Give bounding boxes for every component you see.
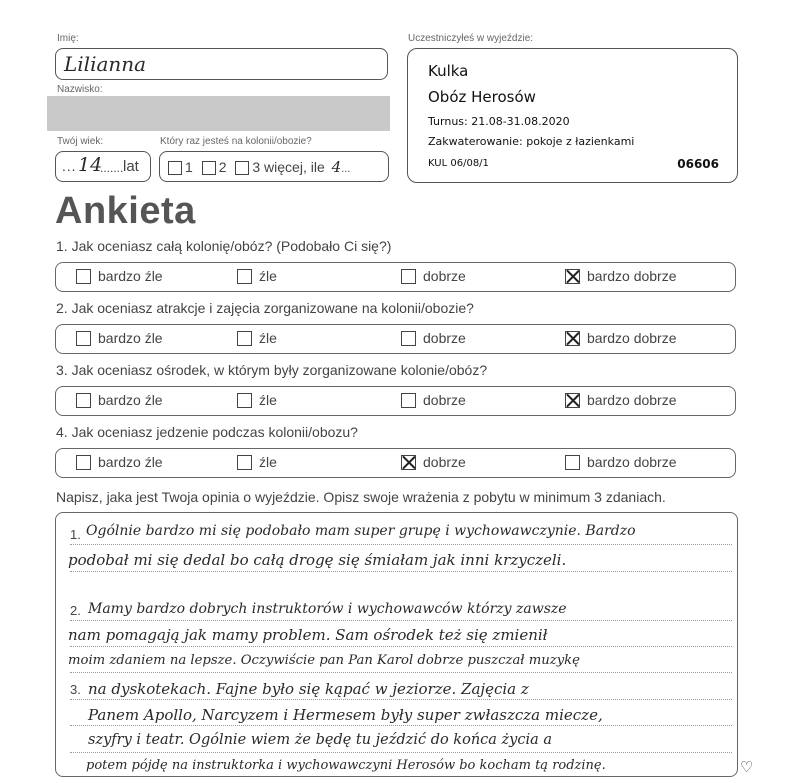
visit-dots: ... [341,163,351,175]
writing-line [70,571,732,572]
option-label: bardzo dobrze [587,392,677,408]
checkbox[interactable] [401,331,416,346]
name-label: Imię: [57,33,79,44]
paragraph-number-3: 3. [70,682,81,697]
checkbox[interactable] [237,331,252,346]
age-value: 14 [78,154,103,176]
question-2: 2. Jak oceniasz atrakcje i zajęcia zorganizowane na kolonii/obozie? [56,300,474,316]
visit-field [159,151,389,182]
visit-options [168,158,350,176]
option-zle[interactable] [237,392,277,408]
checkbox[interactable] [76,455,91,470]
checkbox[interactable] [76,269,91,284]
camp-title: Obóz Herosów [428,88,536,106]
handwritten-line: potem pójdę na instruktorka i wychowawczyni Herosów bo kocham tą rodzinę. [86,758,606,773]
answer-row-4 [55,448,736,478]
option-bardzo-dobrze[interactable] [565,330,677,346]
option-label: dobrze [423,268,466,284]
checkbox-checked[interactable] [401,455,416,470]
heart-icon: ♡ [740,759,754,776]
option-dobrze[interactable] [401,330,466,346]
camp-accommodation: Zakwaterowanie: pokoje z łazienkami [428,135,635,148]
answer-row-3 [55,386,736,416]
option-label: źle [259,454,277,470]
option-bardzo-dobrze[interactable] [565,268,677,284]
checkbox[interactable] [237,393,252,408]
checkbox[interactable] [76,331,91,346]
visit-checkbox-3[interactable] [235,161,249,175]
question-3: 3. Jak oceniasz ośrodek, w którym były zorganizowane kolonie/obóz? [56,362,488,378]
checkbox-checked[interactable] [565,331,580,346]
camp-code: KUL 06/08/1 [428,158,489,169]
option-label: dobrze [423,454,466,470]
handwritten-line: szyfry i teatr. Ogólnie wiem że będę tu jeździć do końca życia a [88,732,553,748]
option-zle[interactable] [237,330,277,346]
writing-line [70,620,732,621]
writing-line [70,672,732,673]
writing-line [70,725,732,726]
checkbox[interactable] [76,393,91,408]
option-label: bardzo źle [98,268,163,284]
checkbox[interactable] [237,455,252,470]
option-bardzo-dobrze[interactable] [565,392,677,408]
age-dots-after: ....... [100,161,124,175]
option-bardzo-zle[interactable] [76,268,163,284]
checkbox[interactable] [401,269,416,284]
question-4: 4. Jak oceniasz jedzenie podczas kolonii/obozu? [56,424,358,440]
option-label: bardzo dobrze [587,268,677,284]
camp-turnus: Turnus: 21.08-31.08.2020 [428,115,570,128]
age-unit: lat [123,158,139,175]
surname-label: Nazwisko: [57,84,103,95]
checkbox[interactable] [401,393,416,408]
handwritten-line: podobał mi się dedal bo całą drogę się śmiałam jak inni krzyczeli. [68,551,567,569]
visit-checkbox-2[interactable] [202,161,216,175]
paragraph-number-1: 1. [70,527,81,542]
option-dobrze[interactable] [401,268,466,284]
visit-opt1: 1 [185,159,193,175]
option-label: bardzo źle [98,330,163,346]
option-label: bardzo źle [98,392,163,408]
option-bardzo-zle[interactable] [76,454,163,470]
camp-number: 06606 [677,157,719,171]
handwritten-line: moim zdaniem na lepsze. Oczywiście pan Pan Karol dobrze puszczał muzykę [68,653,580,668]
name-value: Lilianna [64,52,147,76]
option-label: bardzo dobrze [587,454,677,470]
option-dobrze[interactable] [401,392,466,408]
paragraph-number-2: 2. [70,603,81,618]
camp-label: Uczestniczyłeś w wyjeździe: [408,33,534,44]
option-zle[interactable] [237,268,277,284]
age-label: Twój wiek: [57,136,104,147]
option-label: źle [259,268,277,284]
option-label: dobrze [423,330,466,346]
option-label: dobrze [423,392,466,408]
option-label: bardzo dobrze [587,330,677,346]
handwritten-line: nam pomagają jak mamy problem. Sam ośrodek też się zmienił [68,626,548,644]
survey-title: Ankieta [55,190,196,232]
question-1: 1. Jak oceniasz całą kolonię/obóz? (Podobało Ci się?) [56,238,392,254]
checkbox-checked[interactable] [565,269,580,284]
visit-opt3: 3 więcej, ile [252,159,325,175]
visit-checkbox-1[interactable] [168,161,182,175]
writing-line [70,544,732,545]
checkbox[interactable] [237,269,252,284]
camp-card [407,48,738,183]
option-zle[interactable] [237,454,277,470]
checkbox-checked[interactable] [565,393,580,408]
writing-line [70,699,732,700]
option-label: bardzo źle [98,454,163,470]
age-field[interactable] [55,151,151,182]
handwritten-line: Mamy bardzo dobrych instruktorów i wychowawców którzy zawsze [88,601,567,617]
name-field[interactable] [55,48,388,80]
handwritten-line: na dyskotekach. Fajne było się kąpać w jeziorze. Zajęcia z [88,680,529,698]
camp-name: Kulka [428,62,469,80]
answer-row-1 [55,262,736,292]
option-bardzo-zle[interactable] [76,330,163,346]
answer-row-2 [55,324,736,354]
option-label: źle [259,330,277,346]
handwritten-line: Ogólnie bardzo mi się podobało mam super grupę i wychowawczynie. Bardzo [86,523,636,539]
visit-count: 4 [331,158,342,176]
age-dots-before: ... [62,160,77,174]
surname-redaction [47,96,390,131]
option-dobrze[interactable] [401,454,466,470]
option-label: źle [259,392,277,408]
writing-line [70,752,732,753]
writing-line [70,646,732,647]
handwritten-line: Panem Apollo, Narcyzem i Hermesem były super zwłaszcza miecze, [88,706,603,724]
option-bardzo-zle[interactable] [76,392,163,408]
visit-opt2: 2 [218,159,227,175]
option-bardzo-dobrze[interactable] [565,454,677,470]
opinion-prompt: Napisz, jaka jest Twoja opinia o wyjeździe. Opisz swoje wrażenia z pobytu w minimum 3 zdaniach. [56,489,666,505]
visit-label: Który raz jesteś na kolonii/obozie? [160,136,312,147]
checkbox[interactable] [565,455,580,470]
